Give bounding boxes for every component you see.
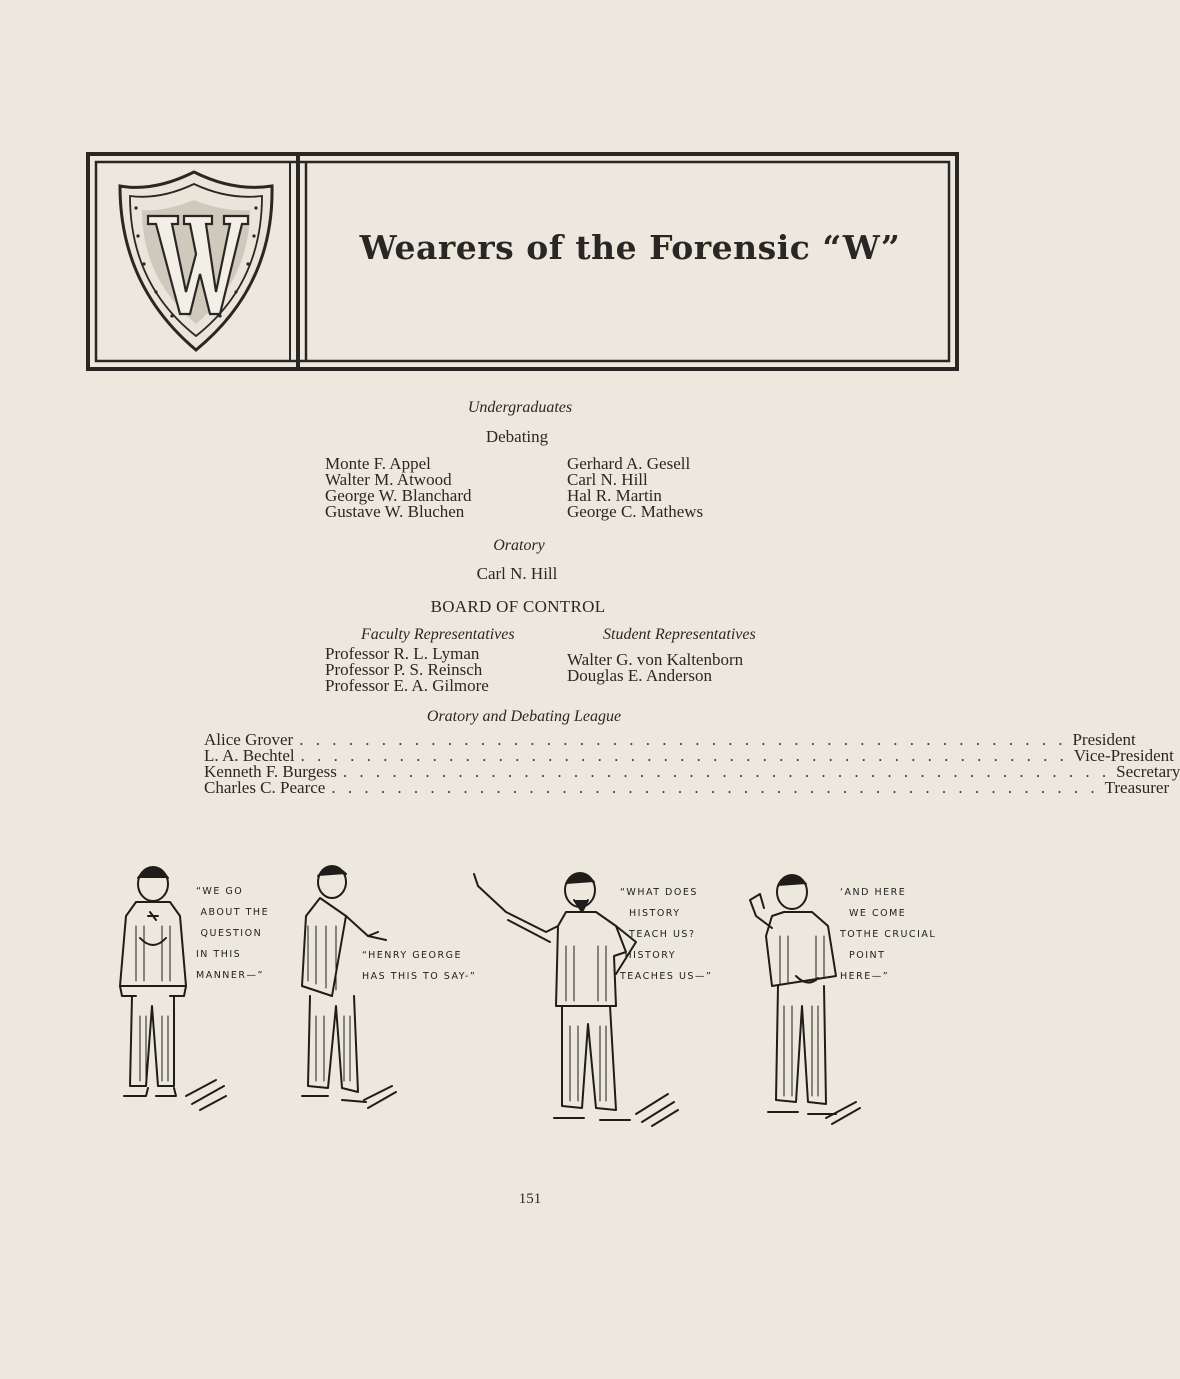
officer-name: L. A. Bechtel (204, 746, 295, 765)
shield-w-icon (120, 172, 272, 350)
officer-title: Treasurer (1104, 778, 1170, 797)
list-item: Monte F. Appel (325, 454, 431, 473)
officer-title: Vice-President (1073, 746, 1174, 765)
leader-dots: . . . . . . . . . . . . . . . . . . . . . . . . . . . . . . . . . . . . . . . . . . . . . . . (331, 778, 1099, 797)
debating-heading: Debating (485, 427, 549, 446)
officer-name: Charles C. Pearce (204, 778, 326, 797)
cartoon-figure-2 (302, 866, 396, 1108)
list-item: George C. Mathews (567, 502, 704, 521)
oratory-heading: Oratory (493, 537, 545, 554)
faculty-list (325, 646, 489, 694)
officer-name: Kenneth F. Burgess (204, 762, 337, 781)
oratory-name: Carl N. Hill (476, 564, 558, 583)
page-title: Wearers of the Forensic “W” (359, 228, 901, 267)
officer-row (204, 778, 1170, 797)
list-item: Walter G. von Kaltenborn (567, 650, 744, 669)
list-item: Gerhard A. Gesell (567, 454, 691, 473)
faculty-heading: Faculty Representatives (361, 626, 515, 643)
list-item: Walter M. Atwood (325, 470, 452, 489)
debating-list-left (325, 456, 472, 520)
list-item: Gustave W. Bluchen (325, 502, 465, 521)
league-heading: Oratory and Debating League (426, 708, 622, 725)
cartoon-caption-1: “WE GO ABOUT THE QUESTION IN THIS MANNER—” (196, 886, 270, 981)
board-heading: BOARD OF CONTROL (430, 597, 606, 616)
leader-dots: . . . . . . . . . . . . . . . . . . . . . . . . . . . . . . . . . . . . . . . . . . . . . . . (300, 746, 1068, 765)
cartoon-caption-3: “WHAT DOES HISTORY TEACH US? HISTORY TEACHES US—” (620, 887, 713, 982)
cartoon-caption-4: ‘AND HERE WE COME TOTHE CRUCIAL POINT HERE—” (840, 887, 937, 982)
page-number: 151 (518, 1191, 542, 1207)
list-item: Hal R. Martin (567, 486, 662, 505)
list-item: Professor P. S. Reinsch (325, 660, 483, 679)
list-item: Douglas E. Anderson (567, 666, 712, 685)
cartoon-caption-2: “HENRY GEORGE HAS THIS TO SAY-” (362, 950, 477, 982)
list-item: Professor R. L. Lyman (325, 644, 480, 663)
student-heading: Student Representatives (603, 626, 756, 643)
student-list (567, 652, 743, 684)
list-item: Professor E. A. Gilmore (325, 676, 489, 695)
list-item: George W. Blanchard (325, 486, 472, 505)
leader-dots: . . . . . . . . . . . . . . . . . . . . . . . . . . . . . . . . . . . . . . . . . . . . . . . (299, 730, 1067, 749)
officer-name: Alice Grover (204, 730, 294, 749)
list-item: Carl N. Hill (567, 470, 648, 489)
officer-title: President (1072, 730, 1136, 749)
undergraduates-heading: Undergraduates (467, 399, 573, 416)
debating-list-right (567, 456, 703, 520)
leader-dots: . . . . . . . . . . . . . . . . . . . . . . . . . . . . . . . . . . . . . . . . . . . . . . . (342, 762, 1111, 781)
officer-title: Secretary (1116, 762, 1180, 781)
